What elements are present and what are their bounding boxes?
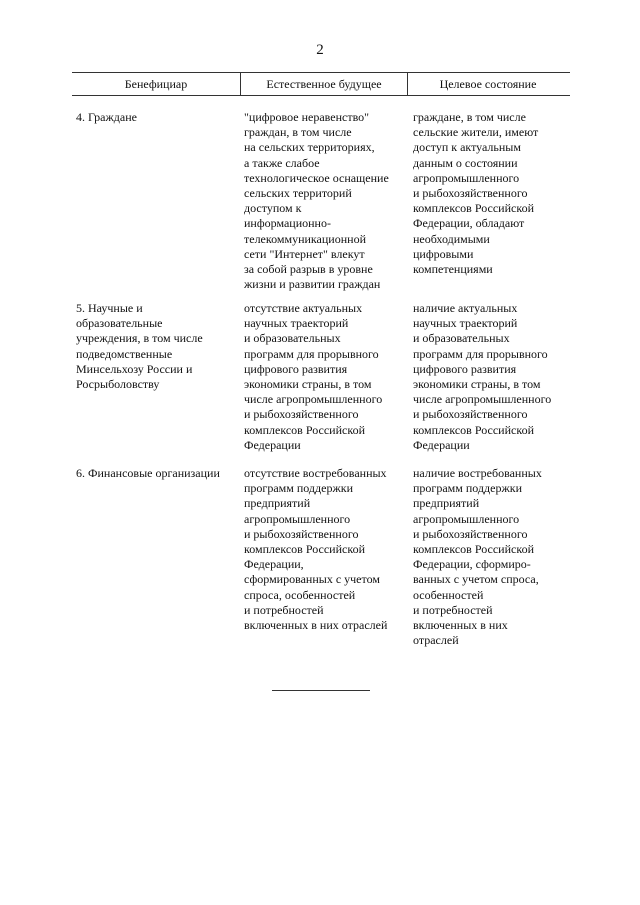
header-beneficiary: Бенефициар xyxy=(124,77,188,91)
row-6-beneficiary: 6. Финансовые организации xyxy=(76,466,220,480)
header-target-state: Целевое состояние xyxy=(439,77,537,91)
end-divider xyxy=(272,690,370,691)
page-number: 2 xyxy=(316,42,324,58)
header-natural-future: Естественное будущее xyxy=(240,73,408,95)
row-5-target-state: наличие актуальных научных траекторий и образовательных программ для прорывного цифрового развития экономики страны, в том числе агропромышленного и рыбохозяйственного комплексов Российской Федерации xyxy=(413,301,552,452)
row-6-natural-future: отсутствие востребованных программ поддержки предприятий агропромышленного и рыбохозяйственного комплексов Российской Федерации, сформированных с учетом спроса, особенностей и потребностей включенных в них отраслей xyxy=(244,466,388,633)
row-4-beneficiary: 4. Граждане xyxy=(76,110,137,124)
row-6-target-state: наличие востребованных программ поддержки предприятий агропромышленного и рыбохозяйственного комплексов Российской Федерации, сформиро- ванных с учетом спроса, особенностей и потребностей включенных в них отраслей xyxy=(413,466,542,648)
row-5-natural-future: отсутствие актуальных научных траекторий и образовательных программ для прорывного цифрового развития экономики страны, в том числе агропромышленного и рыбохозяйственного комплексов Российской Федерации xyxy=(244,301,383,452)
row-4-target-state: граждане, в том числе сельские жители, имеют доступ к актуальным данным о состоянии агропромышленного и рыбохозяйственного комплексов Российской Федерации, обладают необходимыми цифровыми компетенциями xyxy=(413,110,539,277)
row-4-natural-future: "цифровое неравенство" граждан, в том числе на сельских территориях, а также слабое технологическое оснащение сельских территорий доступом к информационно- телекоммуникационной сети "Интернет" влекут за собой разрыв в уровне жизни и развитии граждан xyxy=(244,110,389,292)
table-header xyxy=(72,72,570,96)
row-5-beneficiary: 5. Научные и образовательные учреждения, в том числе подведомственные Минсельхозу России и Росрыболовству xyxy=(76,301,203,392)
